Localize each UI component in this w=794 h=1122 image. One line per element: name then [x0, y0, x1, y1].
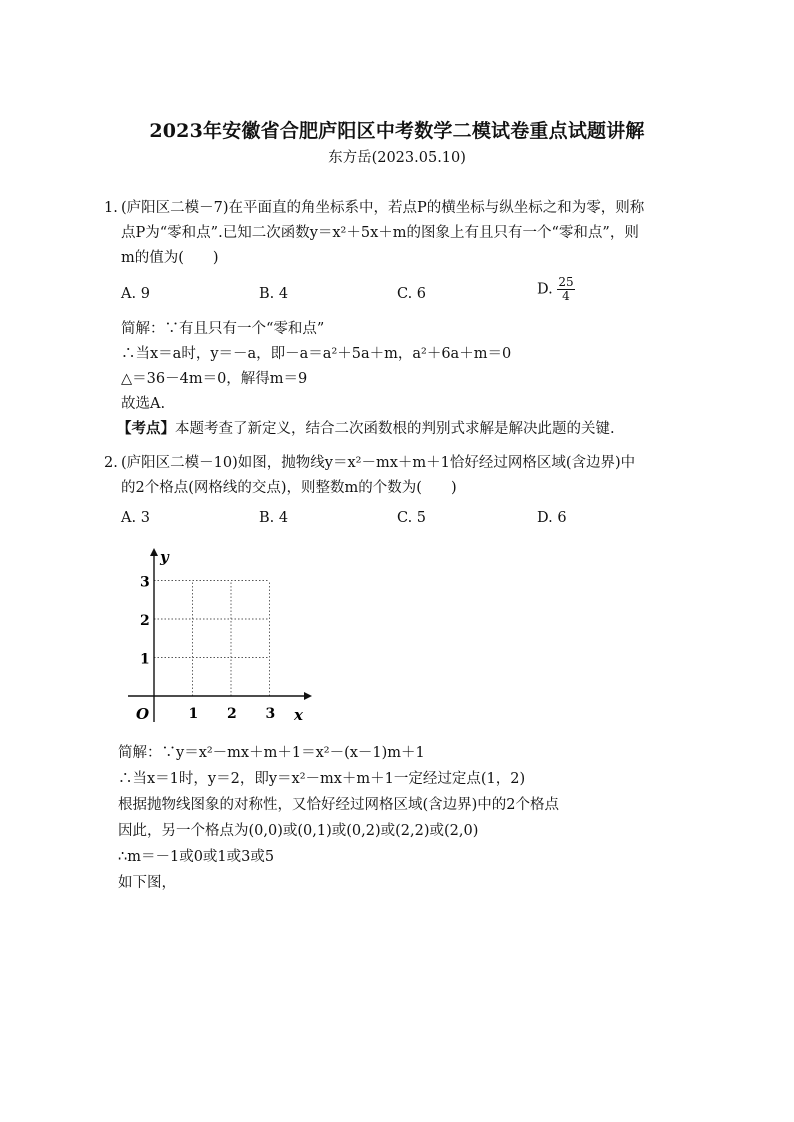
q2-line-1: (庐阳区二模－10)如图，抛物线y＝x²－mx＋m＋1恰好经过网格区域(含边界)中 [121, 455, 636, 471]
x-axis-label: x [294, 706, 303, 724]
q2-option-b: B. 4 [259, 510, 289, 526]
x-axis-arrow [304, 692, 312, 700]
q1-option-d [537, 276, 575, 303]
q2-solution-1: 简解：∵y＝x²－mx＋m＋1＝x²－(x－1)m＋1 [118, 745, 425, 761]
q2-solution-3: 根据抛物线图象的对称性，又恰好经过网格区域(含边界)中的2个格点 [118, 797, 560, 813]
grid-lines [154, 581, 270, 697]
fraction-numerator: 25 [558, 275, 574, 289]
q1-solution-2: ∴当x＝a时，y＝－a，即－a＝a²＋5a＋m，a²＋6a＋m＝0 [121, 346, 512, 362]
q2-solution-4: 因此，另一个格点为(0,0)或(0,1)或(0,2)或(2,2)或(2,0) [118, 823, 479, 839]
q2-solution-5: ∴m＝－1或0或1或3或5 [118, 849, 275, 865]
x-tick-label: 2 [227, 706, 237, 722]
author-line: 东方岳(2023.05.10) [328, 150, 466, 166]
q2-number: 2. [104, 455, 118, 471]
q2-option-c: C. 5 [397, 510, 427, 526]
q1-solution-3: △＝36－4m＝0，解得m＝9 [121, 371, 308, 387]
q1-option-d-fraction [557, 276, 574, 303]
kaodian-text: 本题考查了新定义，结合二次函数根的判别式求解是解决此题的关键. [175, 421, 615, 437]
q2-line-2: 的2个格点(网格线的交点)，则整数m的个数为( ) [121, 480, 457, 496]
q1-number: 1. [104, 200, 118, 216]
q2-solution-6: 如下图， [118, 875, 176, 891]
q1-solution-4: 故选A. [121, 396, 166, 412]
q1-option-a: A. 9 [121, 286, 150, 302]
q2-solution-2: ∴当x＝1时，y＝2，即y＝x²－mx＋m＋1一定经过定点(1，2) [118, 771, 526, 787]
q1-option-d-prefix: D. [537, 281, 553, 298]
q1-option-b: B. 4 [259, 286, 289, 302]
q1-line-3: m的值为( ) [121, 250, 219, 266]
y-tick-label: 2 [140, 613, 150, 629]
q1-kaodian [117, 419, 615, 439]
q1-line-2: 点P为“零和点”.已知二次函数y＝x²＋5x＋m的图象上有且只有一个“零和点”，则 [121, 225, 639, 241]
fraction-denominator: 4 [562, 289, 570, 303]
tick-labels [140, 575, 275, 723]
q1-solution-1: 简解：∵有且只有一个“零和点” [121, 321, 325, 337]
origin-label: O [136, 705, 150, 723]
q1-line-1: (庐阳区二模－7)在平面直的角坐标系中，若点P的横坐标与纵坐标之和为零，则称 [121, 200, 645, 216]
page-title: 2023年安徽省合肥庐阳区中考数学二模试卷重点试题讲解 [149, 120, 645, 142]
q2-option-d: D. 6 [537, 510, 567, 526]
x-tick-label: 1 [188, 706, 199, 722]
q1-option-c: C. 6 [397, 286, 427, 302]
q2-option-a: A. 3 [121, 510, 150, 526]
y-axis-arrow [150, 548, 158, 556]
y-tick-label: 1 [140, 651, 150, 668]
y-axis-label: y [160, 548, 169, 566]
y-tick-label: 3 [140, 574, 150, 591]
x-tick-label: 3 [265, 706, 276, 722]
kaodian-label: 【考点】 [117, 420, 175, 437]
coordinate-grid-figure [118, 540, 318, 730]
